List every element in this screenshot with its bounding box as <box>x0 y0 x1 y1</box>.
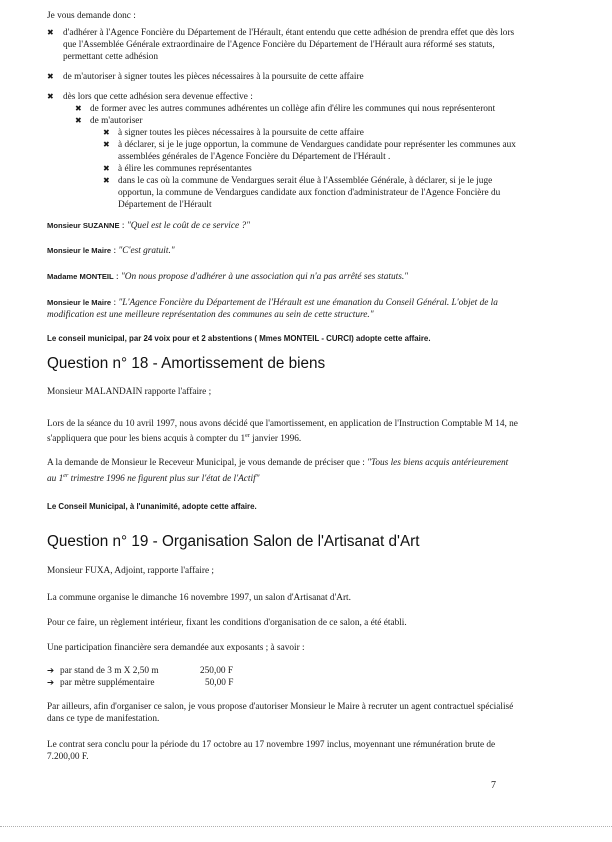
speaker-name: Monsieur le Maire <box>47 246 112 255</box>
speaker-quote: "On nous propose d'adhérer à une association qui n'a pas arrêté ses statuts." <box>120 272 409 282</box>
paragraph-line: Une participation financière sera demandée aux exposants ; à savoir : <box>47 643 305 653</box>
paragraph-line: Lors de la séance du 10 avril 1997, nous avons décidé que l'amortissement, en application de l'Instruction Comptable M 14, ne <box>47 419 518 429</box>
paragraph-quote: "Tous les biens acquis antérieurement <box>367 458 509 468</box>
sub-bullet-text: de former avec les autres communes adhérentes un collège afin d'élire les communes qui nous représenteront <box>90 104 496 114</box>
dialogue-line <box>47 220 250 232</box>
speaker-separator: : <box>113 272 121 282</box>
speaker-separator: : <box>111 298 119 308</box>
fee-amount: 50,00 F <box>205 678 234 688</box>
subsub-bullet-marker: ✖ <box>103 164 110 173</box>
page-number: 7 <box>491 780 496 791</box>
bullet-text-line: d'adhérer à l'Agence Foncière du Département de l'Hérault, étant entendu que cette adhésion de prendra effet que dès lors <box>63 28 515 38</box>
bullet-text-line: que l'Assemblée Générale extraordinaire de l'Agence Foncière du Département de l'Hérault aura réformé ses statuts, <box>63 40 495 50</box>
subsub-bullet-text: dans le cas où la commune de Vendargues serait élue à l'Assemblée Générale, à déclarer, si je le juge <box>118 176 493 186</box>
subsub-bullet-text: à élire les communes représentantes <box>118 164 252 174</box>
subsub-bullet-marker: ✖ <box>103 128 110 137</box>
bullet-text-line: permettant cette adhésion <box>63 52 158 62</box>
paragraph-text: A la demande de Monsieur le Receveur Municipal, je vous demande de préciser que : <box>47 458 368 468</box>
intro-text: Je vous demande donc : <box>47 11 136 21</box>
paragraph-line: Pour ce faire, un règlement intérieur, fixant les conditions d'organisation de ce salon, a été établi. <box>47 618 407 628</box>
subsub-bullet-marker: ✖ <box>103 176 110 185</box>
speaker-quote-continued: modification est une meilleure représentation des communes au sein de cette structure." <box>47 310 374 320</box>
speaker-separator: : <box>119 221 127 231</box>
section-heading: Question n° 18 - Amortissement de biens <box>47 355 326 372</box>
subsub-bullet-text: à signer toutes les pièces nécessaires à la poursuite de cette affaire <box>118 128 364 138</box>
paragraph-line: 7.200,00 F. <box>47 752 89 762</box>
bullet-text-line: de m'autoriser à signer toutes les pièces nécessaires à la poursuite de cette affaire <box>63 72 364 82</box>
dialogue-line <box>47 245 175 257</box>
speaker-quote: "C'est gratuit." <box>118 246 175 256</box>
sub-bullet-marker: ✖ <box>75 116 82 125</box>
speaker-separator: : <box>111 246 119 256</box>
paragraph-line: dans ce type de manifestation. <box>47 714 160 724</box>
paragraph-line <box>47 457 508 469</box>
vote-result: Le Conseil Municipal, à l'unanimité, adopte cette affaire. <box>47 502 257 511</box>
rapporteur-text: Monsieur FUXA, Adjoint, rapporte l'affaire ; <box>47 566 215 576</box>
arrow-right-icon: ➔ <box>47 666 55 676</box>
dialogue-line <box>47 297 498 309</box>
ordinal-suffix: er <box>245 433 250 439</box>
arrow-right-icon: ➔ <box>47 678 55 688</box>
bullet-text-line: dès lors que cette adhésion sera devenue effective : <box>63 92 253 102</box>
subsub-bullet-text: à déclarer, si je le juge opportun, la commune de Vendargues candidate pour représenter les communes aux <box>118 140 516 150</box>
sub-bullet-marker: ✖ <box>75 104 82 113</box>
subsub-bullet-text: Département de l'Hérault <box>118 200 212 210</box>
bullet-marker: ✖ <box>47 92 54 101</box>
paragraph-quote-continued: au 1er trimestre 1996 ne figurent plus sur l'état de l'Actif" <box>47 473 260 485</box>
subsub-bullet-text: opportun, la commune de Vendargues candidate aux fonction d'administrateur de l'Agence Foncière du <box>118 188 501 198</box>
scan-edge-divider <box>0 826 612 827</box>
fee-amount: 250,00 F <box>200 666 234 676</box>
speaker-quote: "Quel est le coût de ce service ?" <box>126 221 251 231</box>
paragraph-line: La commune organise le dimanche 16 novembre 1997, un salon d'Artisanat d'Art. <box>47 593 351 603</box>
paragraph-line: Par ailleurs, afin d'organiser ce salon, je vous propose d'autoriser Monsieur le Maire à recruter un agent contractuel spécialisé <box>47 702 514 712</box>
speaker-quote: "L'Agence Foncière du Département de l'Hérault est une émanation du Conseil Général. L'objet de la <box>118 298 498 308</box>
bullet-marker: ✖ <box>47 72 54 81</box>
section-heading: Question n° 19 - Organisation Salon de l'Artisanat d'Art <box>47 533 420 550</box>
vote-result: Le conseil municipal, par 24 voix pour et 2 abstentions ( Mmes MONTEIL - CURCI) adopte cette affaire. <box>47 334 431 343</box>
speaker-name: Monsieur SUZANNE <box>47 221 120 230</box>
paragraph-line: Le contrat sera conclu pour la période du 17 octobre au 17 novembre 1997 inclus, moyennant une rémunération brute de <box>47 740 496 750</box>
ordinal-suffix: er <box>63 473 69 479</box>
fee-label: par mètre supplémentaire <box>60 678 155 688</box>
speaker-name: Monsieur le Maire <box>47 298 112 307</box>
speaker-name: Madame MONTEIL <box>47 272 114 281</box>
bullet-marker: ✖ <box>47 28 54 37</box>
dialogue-line <box>47 271 408 283</box>
fee-label: par stand de 3 m X 2,50 m <box>60 666 159 676</box>
rapporteur-text: Monsieur MALANDAIN rapporte l'affaire ; <box>47 387 212 397</box>
sub-bullet-text: de m'autoriser <box>90 116 143 126</box>
subsub-bullet-marker: ✖ <box>103 140 110 149</box>
paragraph-line: s'appliquera que pour les biens acquis à compter du 1er janvier 1996. <box>47 433 302 445</box>
subsub-bullet-text: assemblées générales de l'Agence Foncière du Département de l'Hérault . <box>118 152 391 162</box>
